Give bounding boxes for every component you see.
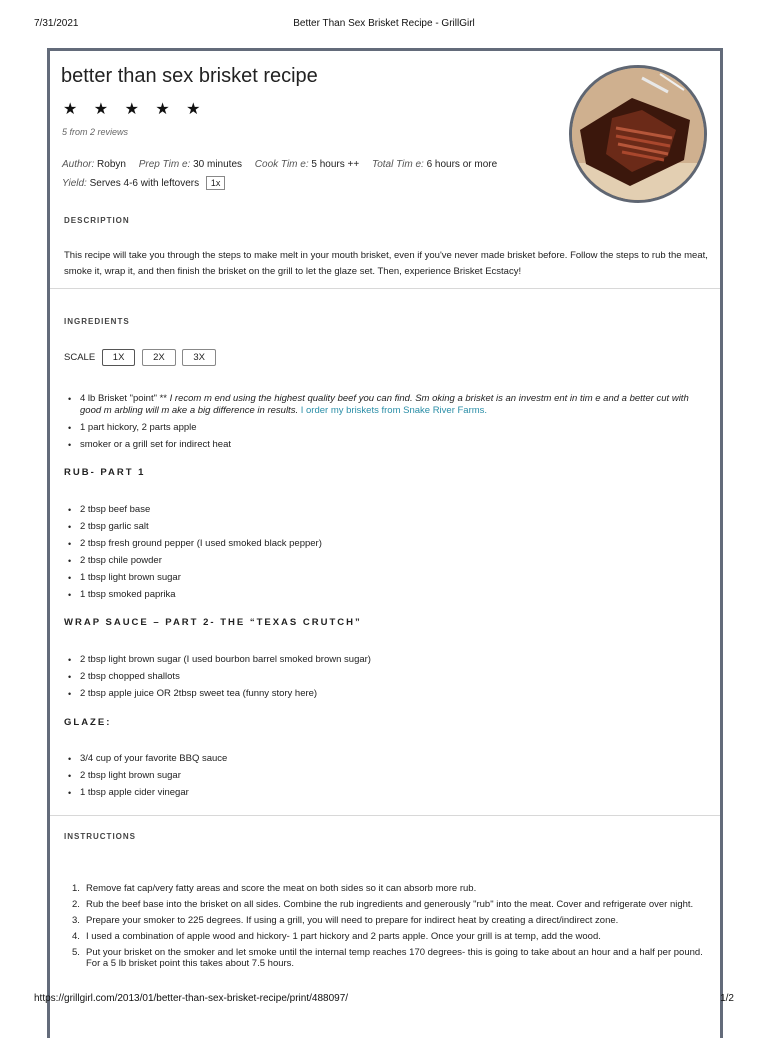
snake-river-farms-link[interactable]: I order my briskets from Snake River Farms. xyxy=(298,405,488,416)
instruction-step xyxy=(64,931,704,942)
author-label: Author: xyxy=(62,159,95,170)
step-text: I used a combination of apple wood and hickory- 1 part hickory and 2 parts apple. Once your grill is at temp, add the wood. xyxy=(86,931,601,942)
print-header xyxy=(0,18,768,32)
list-item: • 2 tbsp garlic salt xyxy=(64,521,704,533)
step-text: Rub the beef base into the brisket on all sides. Combine the rub ingredients and generously "rub" into the meat. Cover and refrigerate over night. xyxy=(86,899,694,910)
yield-value: Serves 4-6 with leftovers xyxy=(89,178,200,189)
recipe-meta-times xyxy=(62,159,497,170)
instruction-step xyxy=(64,883,704,894)
step-number: 2. xyxy=(72,899,80,910)
scale-2x-button[interactable]: 2X xyxy=(142,349,176,366)
list-item: • 2 tbsp apple juice OR 2tbsp sweet tea (funny story here) xyxy=(64,688,704,700)
recipe-title: better than sex brisket recipe xyxy=(61,65,318,87)
cook-time-value: 5 hours ++ xyxy=(311,159,360,170)
recipe-meta-yield xyxy=(62,176,225,190)
description-heading: DESCRIPTION xyxy=(64,216,130,225)
list-item: • 1 part hickory, 2 parts apple xyxy=(64,422,704,434)
step-number: 5. xyxy=(72,947,80,958)
description-text: This recipe will take you through the steps to make melt in your mouth brisket, even if you've never made brisket before. Follow the steps to rub the meat, smoke it, wrap it, and then finish the brisket on the grill to let the glaze set. Then, experience Brisket Ecstacy! xyxy=(64,250,708,277)
rating-text: 5 from 2 reviews xyxy=(62,127,129,137)
instruction-step xyxy=(64,899,704,910)
brisket-photo xyxy=(569,65,707,203)
print-title: Better Than Sex Brisket Recipe - GrillGirl xyxy=(293,18,475,29)
divider xyxy=(50,815,720,816)
step-text: Remove fat cap/very fatty areas and score the meat on both sides so it can absorb more rub. xyxy=(86,883,477,894)
print-page-number: 1/2 xyxy=(720,993,734,1004)
list-item: • 2 tbsp light brown sugar (I used bourbon barrel smoked brown sugar) xyxy=(64,654,704,666)
recipe-card xyxy=(47,48,723,1038)
list-item: • 2 tbsp fresh ground pepper (I used smoked black pepper) xyxy=(64,538,704,550)
instructions-heading: INSTRUCTIONS xyxy=(64,832,136,841)
print-date: 7/31/2021 xyxy=(34,18,79,29)
scale-3x-button[interactable]: 3X xyxy=(182,349,216,366)
rub-ingredient-list xyxy=(64,504,704,606)
list-item: • 1 tbsp apple cider vinegar xyxy=(64,787,704,799)
step-text: Prepare your smoker to 225 degrees. If using a grill, you will need to prepare for indirect heat by creating a direct/indirect zone. xyxy=(86,915,619,926)
instruction-step xyxy=(64,915,704,926)
yield-scale-button[interactable]: 1x xyxy=(206,176,226,190)
ingredient-note: I recom m end using the highest quality beef you can find. Sm oking a brisket is an investm ent in tim e and a better cut with good m arbling will m ake a big difference in results. xyxy=(80,393,689,416)
print-url: https://grillgirl.com/2013/01/better-than-sex-brisket-recipe/print/488097/ xyxy=(34,993,349,1004)
rub-heading: RUB- PART 1 xyxy=(64,467,146,478)
instruction-steps xyxy=(64,883,704,974)
list-item: • 2 tbsp light brown sugar xyxy=(64,770,704,782)
cook-time-label: Cook Tim e: xyxy=(254,159,309,170)
list-item xyxy=(64,393,704,417)
instruction-step xyxy=(64,947,704,969)
total-time-value: 6 hours or more xyxy=(426,159,498,170)
yield-label: Yield: xyxy=(62,178,87,189)
list-item: • 3/4 cup of your favorite BBQ sauce xyxy=(64,753,704,765)
step-number: 1. xyxy=(72,883,80,894)
list-item: • smoker or a grill set for indirect heat xyxy=(64,439,704,451)
prep-time-value: 30 minutes xyxy=(193,159,243,170)
prep-time-label: Prep Tim e: xyxy=(138,159,191,170)
divider xyxy=(50,288,720,289)
main-ingredient-list xyxy=(64,393,704,456)
total-time-label: Total Tim e: xyxy=(372,159,424,170)
rating-stars: ★ ★ ★ ★ ★ xyxy=(63,101,207,118)
ingredient-text: 4 lb Brisket "point" ** xyxy=(80,393,170,404)
list-item: • 2 tbsp chile powder xyxy=(64,555,704,567)
scale-1x-button[interactable]: 1X xyxy=(102,349,136,366)
glaze-ingredient-list xyxy=(64,753,704,804)
step-number: 4. xyxy=(72,931,80,942)
list-item: • 1 tbsp light brown sugar xyxy=(64,572,704,584)
step-number: 3. xyxy=(72,915,80,926)
wrap-ingredient-list xyxy=(64,654,704,705)
scale-control xyxy=(64,349,216,366)
wrap-sauce-heading: WRAP SAUCE – PART 2- THE “TEXAS CRUTCH” xyxy=(64,617,362,628)
list-item: • 2 tbsp beef base xyxy=(64,504,704,516)
glaze-heading: GLAZE: xyxy=(64,717,112,728)
scale-label: SCALE xyxy=(64,352,96,363)
list-item: • 2 tbsp chopped shallots xyxy=(64,671,704,683)
list-item: • 1 tbsp smoked paprika xyxy=(64,589,704,601)
ingredients-heading: INGREDIENTS xyxy=(64,317,130,326)
step-text: Put your brisket on the smoker and let smoke until the internal temp reaches 170 degrees- this is going to take about an hour and a half per pound. For a 5 lb brisket point this takes about 7.5 hours. xyxy=(86,947,703,969)
print-footer xyxy=(0,993,768,1007)
author-value: Robyn xyxy=(97,159,126,170)
